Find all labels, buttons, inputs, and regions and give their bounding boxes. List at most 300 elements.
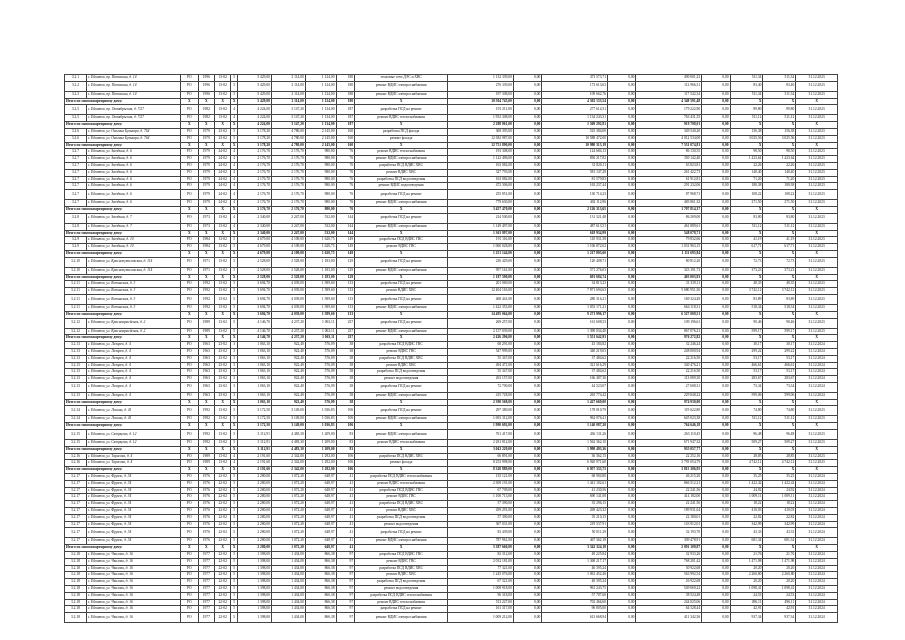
table-cell: 0,00 <box>513 135 541 142</box>
table-cell: X <box>355 98 448 105</box>
table-cell: 0,00 <box>513 579 541 586</box>
table-row <box>65 176 838 183</box>
table-cell: 0,00 <box>702 335 730 342</box>
table-row <box>65 288 838 295</box>
table-cell: 436 131,26 <box>542 430 608 440</box>
table-cell: 866,38 <box>305 606 336 613</box>
table-cell: X <box>181 98 199 105</box>
table-cell: 3.2.18 <box>65 552 87 559</box>
table-cell: X <box>198 467 214 474</box>
table-row <box>65 81 838 91</box>
table-cell: 0,00 <box>513 613 541 623</box>
table-cell: 23-02 <box>214 135 230 142</box>
table-cell: 28,85 <box>730 453 763 460</box>
table-cell: 0,00 <box>608 579 636 586</box>
table-cell: 0,00 <box>513 304 541 311</box>
table-cell: 43 184,82 <box>542 342 608 349</box>
table-cell: 0,00 <box>608 467 636 474</box>
table-cell: 1989 <box>198 460 214 467</box>
table-cell: 4 224,00 <box>237 115 271 122</box>
table-cell: 2 528,00 <box>271 257 305 267</box>
table-cell: разработка ПСД ВДИС ХВС <box>355 355 448 362</box>
table-cell: 31.12.2024 <box>796 392 838 399</box>
table-cell: 38 <box>336 376 355 383</box>
table-cell: X <box>796 98 838 105</box>
table-cell: 0,00 <box>608 335 636 342</box>
table-cell: 0,00 <box>608 288 636 295</box>
table-cell: 1 589,60 <box>305 311 336 318</box>
table-cell: 0,00 <box>608 514 636 521</box>
table-cell: 22 180,01 <box>636 514 702 521</box>
table-cell: X <box>796 250 838 257</box>
table-cell: 1 132 339,00 <box>448 75 514 82</box>
table-cell: г. Ейпатов, ул. Чкалова, д. 16 <box>86 579 180 586</box>
table-cell: X <box>796 122 838 129</box>
table-cell: X <box>763 98 796 105</box>
table-cell: 0,00 <box>702 176 730 183</box>
table-cell: 22-02 <box>214 528 230 538</box>
table-cell: 0,00 <box>513 521 541 528</box>
table-cell: 3.2.8 <box>65 223 87 230</box>
table-cell: 3.2.15 <box>65 430 87 440</box>
table-cell: 117 542,34 <box>636 91 702 98</box>
table-cell: 980,00 <box>305 149 336 156</box>
table-cell: 1 434,00 <box>271 586 305 593</box>
table-cell: 866,38 <box>305 592 336 599</box>
table-cell: 1 072,20 <box>271 494 305 501</box>
table-cell: 1 707 814,37 <box>636 206 702 213</box>
table-cell: 403 003,93 <box>636 274 702 281</box>
table-cell: 20,20 <box>730 565 763 572</box>
table-cell: г. Ейпатов, ул. Чкалова, д. 16 <box>86 572 180 579</box>
table-cell: 41 <box>336 480 355 487</box>
table-cell: 72 700,00 <box>448 382 514 392</box>
table-cell: 22-02 <box>214 572 230 579</box>
table-cell: 2 176,70 <box>271 156 305 163</box>
table-cell: 112 966,31 <box>636 81 702 91</box>
table-cell: разработка ПСД ВДИС ГВС <box>355 552 448 559</box>
table-cell: г. Ейпатов, ул. Звездная, д. 6 <box>86 162 180 169</box>
table-cell: 133 <box>336 288 355 295</box>
table-cell: разработка ПСД фасада <box>355 128 448 135</box>
table-row <box>65 392 838 399</box>
table-cell: разработка ПСД на ремонт <box>355 105 448 115</box>
table-cell: 2 280,00 <box>237 494 271 501</box>
table-cell: X <box>214 423 230 430</box>
table-cell: 0,00 <box>702 304 730 311</box>
table-cell: 0,00 <box>608 169 636 176</box>
table-cell: 1996 <box>198 91 214 98</box>
table-cell: 2 280,00 <box>237 528 271 538</box>
table-cell: 42,91 <box>763 606 796 613</box>
table-cell: 1 209,00 <box>305 440 336 447</box>
table-cell: 5 <box>231 237 238 244</box>
table-cell: 3 178,20 <box>237 128 271 135</box>
table-row <box>65 406 838 416</box>
table-cell: 0,00 <box>702 294 730 304</box>
table-cell: 31.12.2023 <box>796 176 838 183</box>
table-cell: 0,00 <box>513 430 541 440</box>
table-cell: 866,38 <box>305 586 336 593</box>
table-cell: 173 613,63 <box>542 81 608 91</box>
table-cell: г. Ейпатов, ул. Лазарев, д. 4 <box>86 376 180 383</box>
table-cell: 55 347,00 <box>448 369 514 376</box>
table-row <box>65 382 838 392</box>
table-cell: 2 390 568,00 <box>448 399 514 406</box>
table-cell: 0,00 <box>513 149 541 156</box>
table-cell: 23-02 <box>214 382 230 392</box>
table-cell: 23-02 <box>214 362 230 369</box>
table-cell: 571 276,03 <box>542 267 608 274</box>
table-cell: 26 922,68 <box>636 579 702 586</box>
table-cell: ремонт фасада <box>355 460 448 467</box>
table-cell: 119 622,80 <box>636 406 702 416</box>
table-cell: РО <box>181 521 199 528</box>
table-cell: 3 793 054,79 <box>636 460 702 467</box>
table-row <box>65 430 838 440</box>
table-cell: 0,00 <box>513 467 541 474</box>
table-cell: 48,35 <box>763 281 796 288</box>
table-cell: 13-02 <box>214 416 230 423</box>
table-cell: 0,00 <box>608 122 636 129</box>
table-cell: 22-02 <box>214 565 230 572</box>
table-cell: 3 147,20 <box>271 115 305 122</box>
table-cell: РО <box>181 382 199 392</box>
table-cell: 13-02 <box>214 430 230 440</box>
table-cell: 23-02 <box>214 128 230 135</box>
subtotal-row <box>65 122 838 129</box>
table-cell: 97 <box>336 586 355 593</box>
table-cell: X <box>181 545 199 552</box>
table-cell: 31.12.2023 <box>796 304 838 311</box>
table-cell: 0,00 <box>608 355 636 362</box>
table-cell: 2 280,00 <box>237 514 271 521</box>
table-cell: 3 147,20 <box>271 105 305 115</box>
table-cell: X <box>355 311 448 318</box>
table-cell: 511,12 <box>730 416 763 423</box>
table-cell: 0,00 <box>608 348 636 355</box>
table-cell: 35 296,15 <box>542 501 608 508</box>
table-cell: 1 124,00 <box>305 81 336 91</box>
table-cell: 180,38 <box>730 183 763 190</box>
table-cell: 83,40 <box>763 81 796 91</box>
table-cell: 0,00 <box>702 369 730 376</box>
table-cell: 106 <box>336 460 355 467</box>
table-cell: 31.12.2024 <box>796 586 838 593</box>
table-cell: 980,00 <box>305 176 336 183</box>
table-cell: 0,00 <box>513 294 541 304</box>
table-cell: 3.2.13 <box>65 362 87 369</box>
table-cell: 1 693 312,00 <box>448 416 514 423</box>
table-cell: X <box>231 446 238 453</box>
table-cell: 120 408,71 <box>542 257 608 267</box>
table-cell: 4 109,00 <box>271 244 305 251</box>
table-cell: г. Ейпатов, ул. Звездная, д. 7 <box>86 223 180 230</box>
table-cell: РО <box>181 480 199 487</box>
table-cell: 0,00 <box>513 440 541 447</box>
table-cell: 1979 <box>198 183 214 190</box>
table-cell: 68 291,00 <box>448 342 514 349</box>
table-cell: 1963 <box>198 382 214 392</box>
table-cell: 0,00 <box>702 613 730 623</box>
table-cell: 340 476,21 <box>636 362 702 369</box>
table-cell: 43,33 <box>730 528 763 538</box>
table-row <box>65 552 838 559</box>
table-cell: X <box>198 230 214 237</box>
table-cell: 1 423,64 <box>763 156 796 163</box>
table-row <box>65 528 838 538</box>
table-cell: 2 191,60 <box>237 453 271 460</box>
table-cell: 2 091 109,87 <box>636 545 702 552</box>
table-cell: 79 832,66 <box>636 237 702 244</box>
table-cell: 0,00 <box>608 369 636 376</box>
table-cell: 83,89 <box>730 294 763 304</box>
subtotal-row <box>65 250 838 257</box>
table-cell: РО <box>181 288 199 295</box>
table-cell: 0,00 <box>513 81 541 91</box>
subtotal-label: Итого по многоквартирному дому: <box>65 467 181 474</box>
table-cell: 5 <box>231 538 238 545</box>
table-cell: 369 395,00 <box>448 128 514 135</box>
table-cell: 2 280,00 <box>237 487 271 494</box>
table-cell: 5 <box>231 528 238 538</box>
table-row <box>65 162 838 169</box>
table-cell: 0,00 <box>608 274 636 281</box>
table-cell: ремонт ВДИС электроснабжения <box>355 81 448 91</box>
table-cell: 3.2.13 <box>65 348 87 355</box>
table-cell: 3 172,50 <box>237 406 271 416</box>
table-cell: 76 <box>336 183 355 190</box>
table-cell: ремонт ВДИС теплоснабжения <box>355 440 448 447</box>
table-cell: РО <box>181 508 199 515</box>
table-cell: 2 145,00 <box>305 128 336 135</box>
table-cell: 576,09 <box>305 355 336 362</box>
table-cell: 0,00 <box>608 156 636 163</box>
table-cell: 160 <box>336 135 355 142</box>
table-cell: 690 141,08 <box>542 494 608 501</box>
table-cell: 22 216,50 <box>636 369 702 376</box>
table-cell: 0,00 <box>608 237 636 244</box>
table-cell: 576,09 <box>305 348 336 355</box>
table-cell: 41 <box>336 538 355 545</box>
table-cell: 511,34 <box>730 91 763 98</box>
table-row <box>65 128 838 135</box>
table-cell: ремонт ВДИС электроснабжения <box>355 200 448 207</box>
table-cell: 3 149,00 <box>271 416 305 423</box>
table-cell: 511,12 <box>763 416 796 423</box>
table-cell: 0,00 <box>608 480 636 487</box>
table-cell: 4 <box>231 169 238 176</box>
table-cell: 3.2.15 <box>65 440 87 447</box>
table-cell: 31.12.2023 <box>796 257 838 267</box>
table-cell: 0,00 <box>513 142 541 149</box>
table-cell: 135 121,00 <box>448 474 514 481</box>
table-cell: 3 149,00 <box>271 406 305 416</box>
table-cell: 2 176,70 <box>271 169 305 176</box>
table-row <box>65 244 838 251</box>
table-cell: 1963 <box>198 342 214 349</box>
table-cell: 0,00 <box>608 538 636 545</box>
table-cell: г. Ейпатов, ул. Звездная, д. 6 <box>86 149 180 156</box>
table-cell: X <box>181 311 199 318</box>
subtotal-row <box>65 545 838 552</box>
table-cell: 263 157,00 <box>448 376 514 383</box>
table-cell: 0,00 <box>608 446 636 453</box>
table-cell: 5 429,00 <box>237 75 271 82</box>
table-cell: 1 072,20 <box>271 501 305 508</box>
table-cell: 980,00 <box>305 190 336 200</box>
table-cell: 2 191,60 <box>237 460 271 467</box>
table-cell: 1977 <box>198 565 214 572</box>
table-cell: X <box>231 423 238 430</box>
table-cell: 140,40 <box>763 169 796 176</box>
subtotal-label: Итого по многоквартирному дому: <box>65 142 181 149</box>
table-cell: 13-02 <box>214 281 230 288</box>
table-cell: 1 063,10 <box>237 392 271 399</box>
table-cell: 1 134,00 <box>305 105 336 115</box>
table-cell: X <box>763 335 796 342</box>
table-cell: 525 384,00 <box>542 128 608 135</box>
table-cell: 13-02 <box>214 244 230 251</box>
table-cell: 415 728,00 <box>448 392 514 399</box>
table-cell: 22-02 <box>214 586 230 593</box>
table-cell: 20,20 <box>730 579 763 586</box>
table-cell: 1 122 496,00 <box>448 156 514 163</box>
table-cell: 511,12 <box>763 223 796 230</box>
table-cell: 1 063,10 <box>237 382 271 392</box>
table-cell: 974 930,00 <box>636 399 702 406</box>
table-row <box>65 521 838 528</box>
table-cell: 509,27 <box>730 440 763 447</box>
table-cell: 53,17 <box>763 355 796 362</box>
table-cell: 3.2.17 <box>65 514 87 521</box>
table-row <box>65 105 838 115</box>
table-cell: 38 <box>336 348 355 355</box>
table-cell: РО <box>181 81 199 91</box>
table-cell: 30,17 <box>730 342 763 349</box>
table-cell: 89,80 <box>730 105 763 115</box>
table-cell: 3.2.6 <box>65 128 87 135</box>
table-cell: 201 069,00 <box>448 281 514 288</box>
table-cell: РО <box>181 430 199 440</box>
table-cell: 402 112,96 <box>542 200 608 207</box>
table-cell: 31.12.2023 <box>796 91 838 98</box>
table-cell: X <box>198 311 214 318</box>
table-cell: 0,00 <box>513 311 541 318</box>
table-cell: 31.12.2024 <box>796 599 838 606</box>
table-cell: 0,00 <box>608 392 636 399</box>
table-cell: 937,34 <box>730 613 763 623</box>
table-row <box>65 514 838 521</box>
table-cell: X <box>796 142 838 149</box>
table-cell: 922,40 <box>271 369 305 376</box>
table-cell: X <box>214 446 230 453</box>
table-cell: 22-02 <box>214 487 230 494</box>
table-cell: 867 076,21 <box>636 328 702 335</box>
table-cell: 468 441,00 <box>448 294 514 304</box>
table-cell: X <box>796 467 838 474</box>
table-cell: 0,00 <box>608 382 636 392</box>
table-cell: X <box>355 446 448 453</box>
table-cell: 648,97 <box>305 474 336 481</box>
table-cell: 3 742,12 <box>730 288 763 295</box>
table-cell: 4 224,00 <box>237 122 271 129</box>
table-row <box>65 115 838 122</box>
subtotal-row <box>65 274 838 281</box>
table-cell: 31.12.2024 <box>796 538 838 545</box>
subtotal-row <box>65 98 838 105</box>
table-cell: 2 280,00 <box>237 480 271 487</box>
table-cell: 599,06 <box>763 392 796 399</box>
table-cell: 0,00 <box>702 423 730 430</box>
table-cell: 563 992,54 <box>636 572 702 579</box>
table-cell: г. Ейпатов, ул. Красноармейская, д. 2 <box>86 328 180 335</box>
table-cell: 0,00 <box>608 453 636 460</box>
table-cell: 4 109,00 <box>271 237 305 244</box>
table-cell: 3.2.17 <box>65 528 87 538</box>
table-cell: 1 551 642,93 <box>542 335 608 342</box>
table-cell: 1 072,20 <box>271 528 305 538</box>
table-cell: г. Ейпатов, ул. Чкалова, д. 16 <box>86 586 180 593</box>
table-cell: 13-02 <box>214 406 230 416</box>
table-cell: 165 237,44 <box>542 183 608 190</box>
table-cell: 1 072,20 <box>271 474 305 481</box>
table-cell: 0,00 <box>513 281 541 288</box>
table-cell: г. Ейпатов, ул. Котинская, д. 3 <box>86 294 180 304</box>
table-cell: 1 063,10 <box>237 348 271 355</box>
table-cell: 57 390,00 <box>448 501 514 508</box>
table-cell: X <box>763 446 796 453</box>
table-cell: 1 422,42 <box>763 480 796 487</box>
table-cell: 511,12 <box>730 223 763 230</box>
table-cell: 0,00 <box>513 115 541 122</box>
table-cell: 532,00 <box>305 223 336 230</box>
table-cell: 342,99 <box>730 521 763 528</box>
table-cell: 0,00 <box>608 149 636 156</box>
table-cell: 1 434,00 <box>271 613 305 623</box>
table-cell: X <box>763 545 796 552</box>
table-cell: 24-02 <box>214 190 230 200</box>
table-cell: 5 <box>231 91 238 98</box>
table-row <box>65 572 838 579</box>
table-cell: РО <box>181 169 199 176</box>
table-cell: 13-02 <box>214 318 230 328</box>
subtotal-row <box>65 423 838 430</box>
table-cell: 0,00 <box>702 91 730 98</box>
table-cell: 473 573,71 <box>542 75 608 82</box>
table-cell: РО <box>181 91 199 98</box>
table-cell: 66 891,00 <box>448 453 514 460</box>
table-cell: 0,00 <box>702 599 730 606</box>
table-cell: РО <box>181 244 199 251</box>
table-cell: 23-02 <box>214 355 230 362</box>
table-cell: г. Ейпатов, ул. Лазарев, д. 4 <box>86 369 180 376</box>
table-cell: 31.12.2024 <box>796 494 838 501</box>
table-cell: 133 <box>336 281 355 288</box>
table-cell: ремонт ВДИС ГВС <box>355 244 448 251</box>
table-cell: 4 <box>231 190 238 200</box>
table-cell: 0,00 <box>513 382 541 392</box>
table-cell: X <box>796 274 838 281</box>
table-cell: 0,00 <box>608 440 636 447</box>
table-cell: 0,00 <box>702 501 730 508</box>
table-cell: 1 072,20 <box>271 487 305 494</box>
table-cell: 0,00 <box>513 213 541 223</box>
table-cell: 1 009 212,00 <box>448 613 514 623</box>
table-row <box>65 508 838 515</box>
table-cell: 581 147,28 <box>542 169 608 176</box>
table-cell: 2 528,00 <box>237 274 271 281</box>
